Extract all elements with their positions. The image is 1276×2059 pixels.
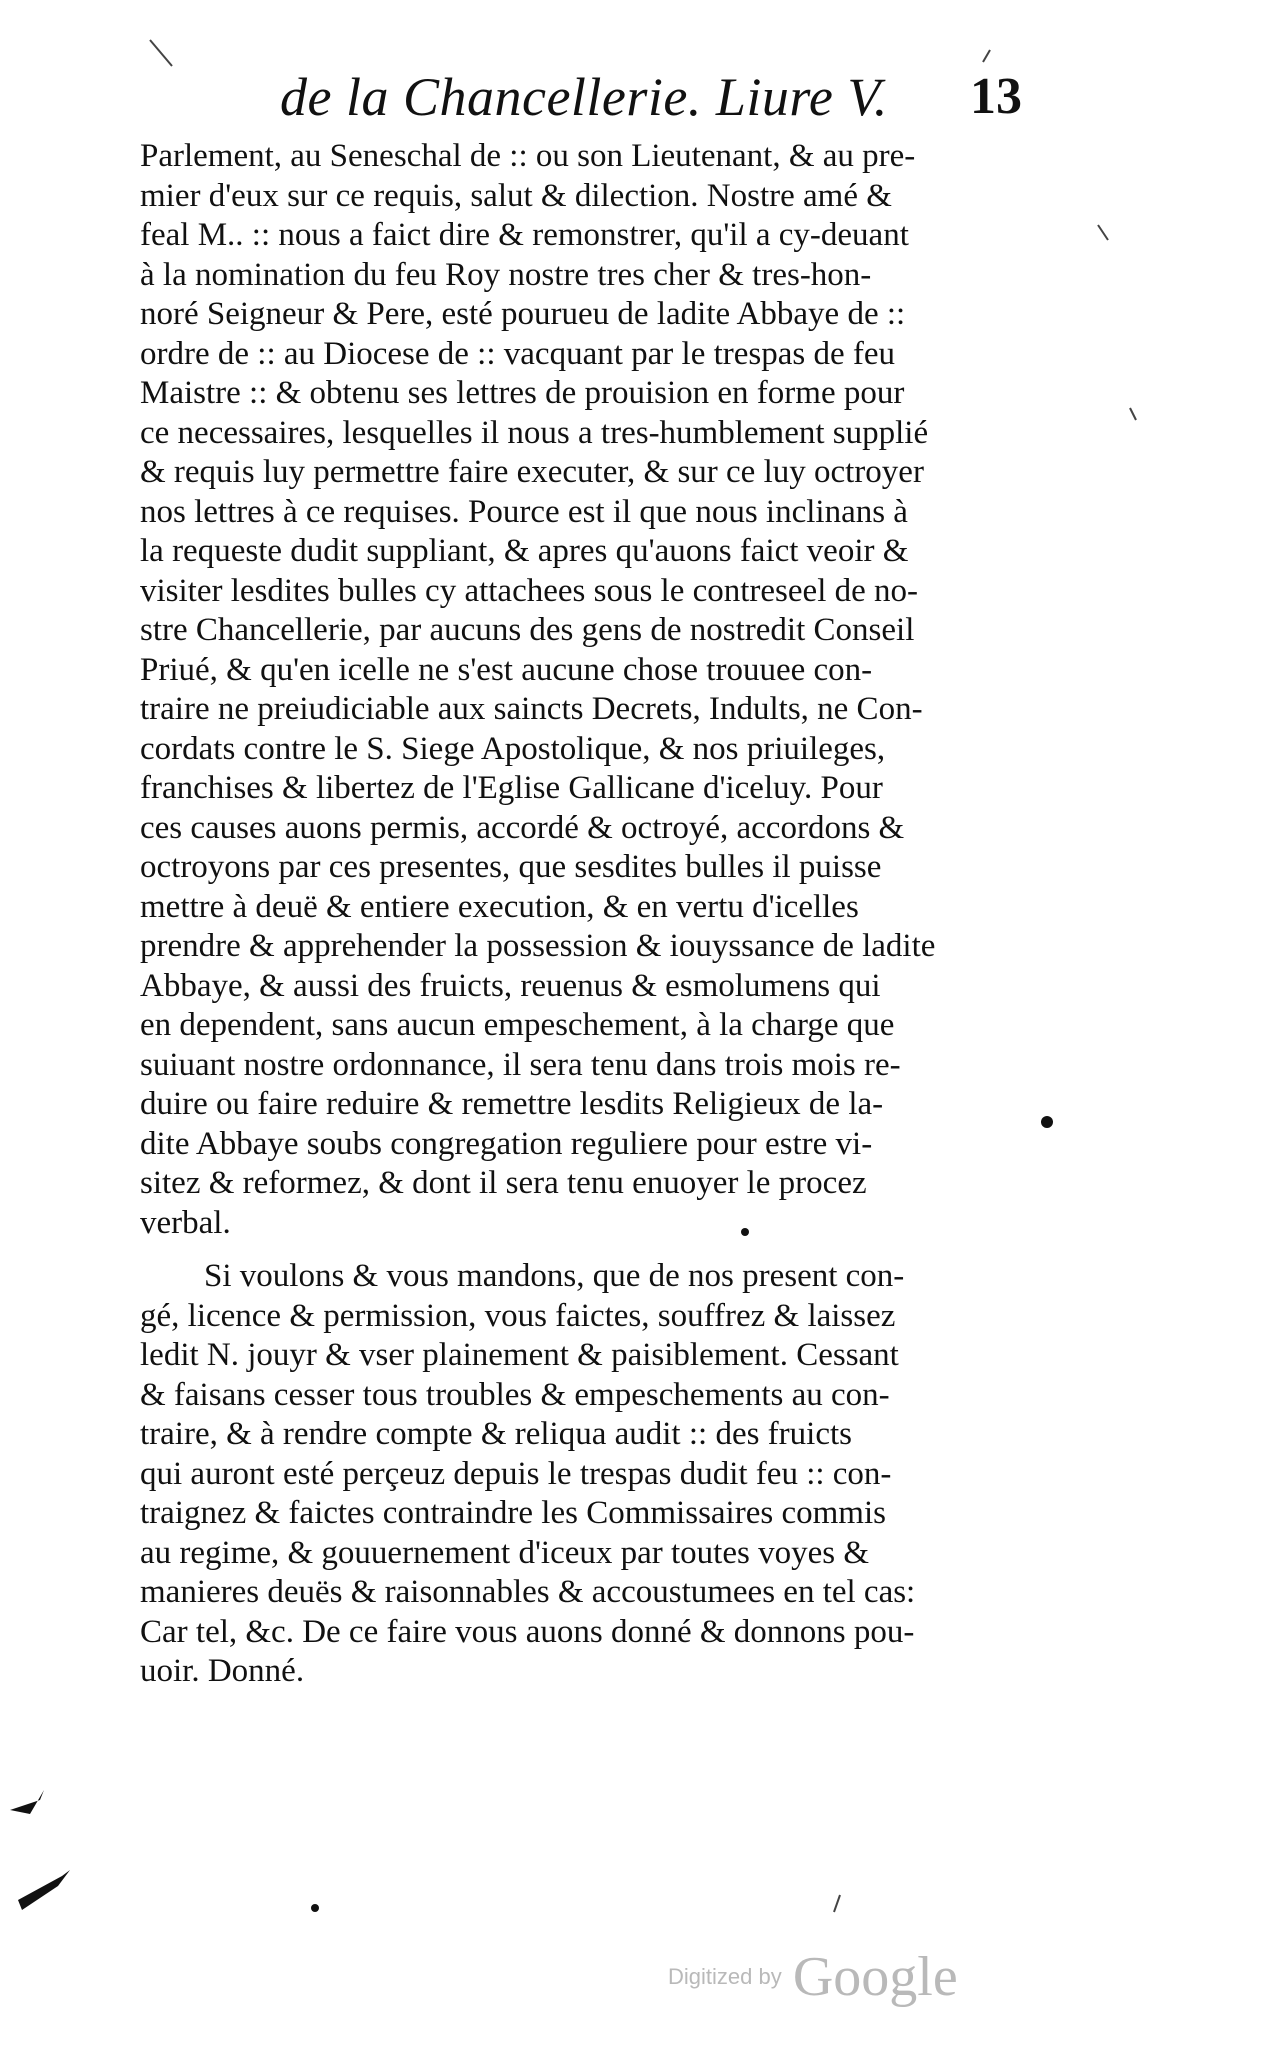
ink-stroke [1098, 225, 1108, 240]
text-line: Abbaye, & aussi des fruicts, reuenus & esmolumens qui [140, 967, 881, 1004]
text-line: Si voulons & vous mandons, que de nos present con- [204, 1258, 905, 1294]
ink-speck [1041, 1116, 1053, 1128]
text-line: cordats contre le S. Siege Apostolique, & nos priuileges, [140, 730, 886, 767]
ink-stroke [834, 1895, 840, 1912]
body-text [140, 137, 1040, 1692]
text-line: & requis luy permettre faire executer, & sur ce luy octroyer [140, 454, 924, 490]
ink-speck [311, 1904, 319, 1912]
text-line: uoir. Donné. [140, 1653, 305, 1689]
text-line: au regime, & gouuernement d'iceux par toutes voyes & [140, 1534, 869, 1571]
paragraph-2 [140, 1257, 1040, 1692]
ink-stroke [10, 1790, 44, 1814]
paragraph-1 [140, 137, 1040, 1243]
text-line: qui auront esté perçeuz depuis le trespas dudit feu :: con- [140, 1455, 892, 1492]
text-line: ordre de :: au Diocese de :: vacquant par le trespas de feu [140, 335, 896, 372]
text-line: traire ne preiudiciable aux saincts Decrets, Indults, ne Con- [140, 691, 923, 727]
ink-stroke [18, 1870, 70, 1910]
text-line: feal M.. :: nous a faict dire & remonstrer, qu'il a cy-deuant [140, 217, 909, 253]
google-logo: Google [792, 1946, 958, 2008]
text-line: Priué, & qu'en icelle ne s'est aucune chose trouuee con- [140, 651, 873, 688]
text-line: & faisans cesser tous troubles & empeschements au con- [140, 1376, 890, 1413]
page-number: 13 [970, 68, 1022, 125]
running-header [280, 62, 1040, 132]
text-line: à la nomination du feu Roy nostre tres cher & tres-hon- [140, 256, 872, 293]
ink-stroke [1130, 408, 1136, 420]
text-line: traignez & faictes contraindre les Commissaires commis [140, 1495, 886, 1531]
text-line: traire, & à rendre compte & reliqua audit :: des fruicts [140, 1416, 852, 1452]
running-title: de la Chancellerie. Liure V. [280, 67, 888, 127]
text-line: verbal. [140, 1204, 231, 1241]
text-line: la requeste dudit suppliant, & apres qu'auons faict veoir & [140, 533, 909, 569]
text-line: Car tel, &c. De ce faire vous auons donné & donnons pou- [140, 1613, 915, 1650]
text-line: manieres deuës & raisonnables & accoustumees en tel cas: [140, 1574, 916, 1610]
text-line: dite Abbaye soubs congregation reguliere pour estre vi- [140, 1125, 873, 1162]
text-line: ce necessaires, lesquelles il nous a tres-humblement supplié [140, 414, 929, 451]
text-line: mier d'eux sur ce requis, salut & dilection. Nostre amé & [140, 177, 892, 214]
text-line: visiter lesdites bulles cy attachees sous le contreseel de no- [140, 572, 918, 609]
text-line: mettre à deuë & entiere execution, & en vertu d'icelles [140, 888, 859, 925]
text-line: gé, licence & permission, vous faictes, souffrez & laissez [140, 1297, 896, 1334]
text-line: noré Seigneur & Pere, esté pourueu de ladite Abbaye de :: [140, 296, 906, 332]
text-line: ledit N. jouyr & vser plainement & paisiblement. Cessant [140, 1337, 899, 1373]
text-line: stre Chancellerie, par aucuns des gens de nostredit Conseil [140, 612, 915, 648]
text-line: suiuant nostre ordonnance, il sera tenu dans trois mois re- [140, 1046, 901, 1083]
digitized-watermark [668, 1945, 958, 2008]
text-line: franchises & libertez de l'Eglise Gallicane d'iceluy. Pour [140, 770, 883, 806]
ink-stroke [983, 50, 990, 62]
text-line: octroyons par ces presentes, que sesdites bulles il puisse [140, 849, 882, 885]
text-line: ces causes auons permis, accordé & octroyé, accordons & [140, 809, 905, 846]
ink-stroke [150, 40, 172, 66]
text-line: prendre & apprehender la possession & iouyssance de ladite [140, 928, 936, 964]
digitized-by-text: Digitized by [668, 1964, 782, 1989]
text-line: sitez & reformez, & dont il sera tenu enuoyer le procez [140, 1165, 867, 1201]
paragraph-gap [140, 1243, 1040, 1257]
text-line: en dependent, sans aucun empeschement, à la charge que [140, 1007, 895, 1043]
text-line: duire ou faire reduire & remettre lesdits Religieux de la- [140, 1086, 884, 1122]
text-line: Parlement, au Seneschal de :: ou son Lieutenant, & au pre- [140, 138, 916, 174]
text-line: nos lettres à ce requises. Pource est il que nous inclinans à [140, 493, 908, 530]
text-line: Maistre :: & obtenu ses lettres de prouision en forme pour [140, 375, 905, 411]
